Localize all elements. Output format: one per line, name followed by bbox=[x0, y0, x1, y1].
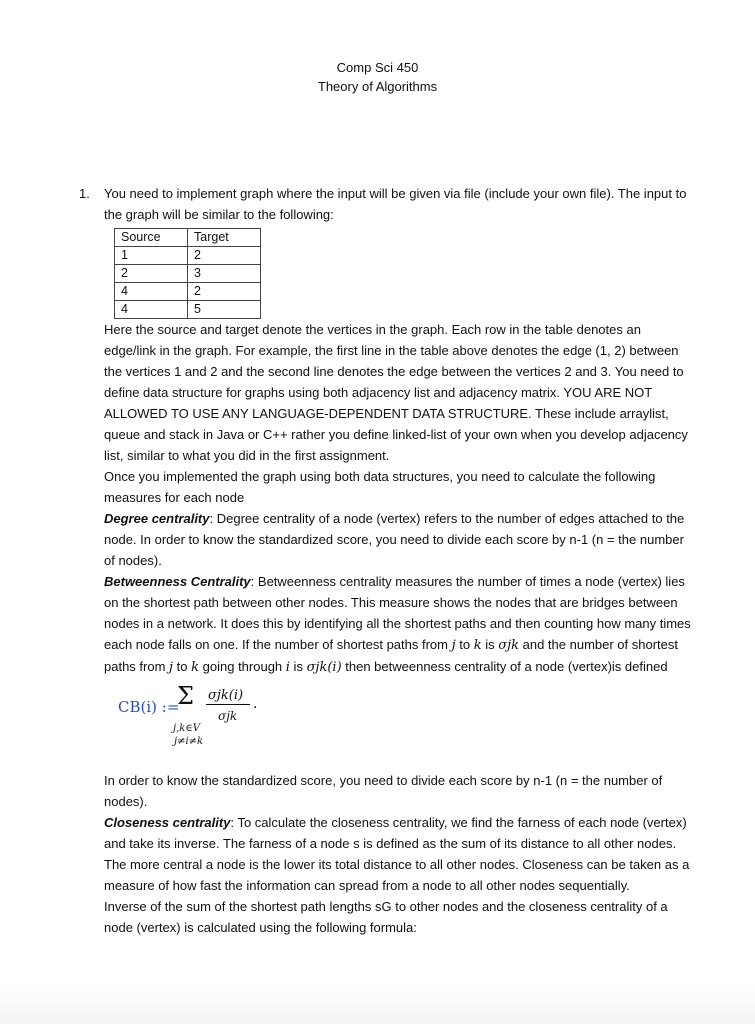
table-cell: 1 bbox=[115, 247, 188, 265]
betweenness-formula bbox=[104, 682, 694, 770]
table-row bbox=[115, 247, 261, 265]
table-cell: 2 bbox=[188, 247, 261, 265]
question-number: 1. bbox=[79, 186, 90, 201]
course-title: Comp Sci 450 bbox=[336, 60, 419, 75]
math-k: k bbox=[473, 638, 482, 653]
math-k: k bbox=[191, 660, 200, 675]
table-header-target: Target bbox=[188, 229, 261, 247]
table-row bbox=[115, 283, 261, 301]
formula-numerator: σjk(i) bbox=[208, 688, 244, 703]
table-row bbox=[115, 301, 261, 319]
formula-denominator: σjk bbox=[218, 709, 238, 723]
document-header bbox=[0, 58, 755, 96]
summation-symbol: Σ bbox=[177, 682, 194, 710]
betweenness-term: Betweenness Centrality bbox=[104, 574, 251, 589]
inverse-paragraph: Inverse of the sum of the shortest path lengths sG to other nodes and the closeness centrality of a node (vertex) is calculated using the following formula: bbox=[104, 899, 668, 935]
betweenness-paragraph bbox=[104, 571, 694, 678]
table-header-source: Source bbox=[115, 229, 188, 247]
text-to: to bbox=[173, 659, 192, 674]
formula-period: . bbox=[253, 696, 258, 712]
summation-index-2: j≠i≠k bbox=[174, 736, 204, 747]
table-cell: 3 bbox=[188, 265, 261, 283]
fraction-bar bbox=[206, 704, 250, 705]
math-i: i bbox=[285, 660, 290, 675]
text-and: and the number of shortest paths from bbox=[104, 637, 678, 674]
summation-index-1: j,k∈V bbox=[173, 723, 200, 734]
table-cell: 4 bbox=[115, 301, 188, 319]
betweenness-text-end: then betweenness centrality of a node (vertex)is defined bbox=[341, 659, 668, 674]
degree-centrality-term: Degree centrality bbox=[104, 511, 210, 526]
page-bottom-shade bbox=[0, 986, 755, 1024]
measures-paragraph: Once you implemented the graph using both data structures, you need to calculate the following measures for each node bbox=[104, 469, 656, 505]
closeness-term: Closeness centrality bbox=[104, 815, 231, 830]
closeness-text: : To calculate the closeness centrality, we find the farness of each node (vertex) and take its inverse. The farness of a node s is defined as the sum of its distance to all other nodes. The more central a node is the lower its total distance to all other nodes. Closeness can be taken as a measure of how fast the information can spread from a node to all other nodes sequentially. bbox=[104, 815, 690, 893]
table-cell: 2 bbox=[115, 265, 188, 283]
text-is: is bbox=[481, 637, 499, 652]
math-j: j bbox=[451, 638, 456, 653]
table-cell: 4 bbox=[115, 283, 188, 301]
table-cell: 2 bbox=[188, 283, 261, 301]
question-body bbox=[104, 183, 694, 938]
edge-table bbox=[114, 228, 261, 319]
standardized-paragraph: In order to know the standardized score, you need to divide each score by n-1 (n = the number of nodes). bbox=[104, 773, 663, 809]
text-to: to bbox=[455, 637, 474, 652]
formula-lhs: CB(i) := bbox=[118, 698, 180, 716]
question-intro: You need to implement graph where the input will be given via file (include your own file). The input to the graph will be similar to the following: bbox=[104, 186, 687, 222]
math-sigma-jk-i: σjk(i) bbox=[306, 660, 342, 675]
text-going-through: going through bbox=[199, 659, 286, 674]
degree-centrality-text: : Degree centrality of a node (vertex) refers to the number of edges attached to the node. In order to know the standardized score, you need to divide each score by n-1 (n = the number of nodes). bbox=[104, 511, 685, 568]
degree-centrality-paragraph bbox=[104, 508, 694, 571]
course-subtitle: Theory of Algorithms bbox=[317, 79, 438, 94]
betweenness-text: : Betweenness centrality measures the number of times a node (vertex) lies on the shortest path between other nodes. This measure shows the nodes that are bridges between nodes in a network. It does this by identifying all the shortest paths and then counting how many times each node falls on one. If the number of shortest paths from bbox=[104, 574, 691, 652]
table-header-row bbox=[115, 229, 261, 247]
table-cell: 5 bbox=[188, 301, 261, 319]
structure-paragraph: Here the source and target denote the vertices in the graph. Each row in the table denotes an edge/link in the graph. For example, the first line in the table above denotes the edge (1, 2) between the vertices 1 and 2 and the second line denotes the edge between the vertices 2 and 3. You need to define data structure for graphs using both adjacency list and adjacency matrix. YOU ARE NOT ALLOWED TO USE ANY LANGUAGE-DEPENDENT DATA STRUCTURE. These include arraylist, queue and stack in Java or C++ rather you define linked-list of your own when you develop adjacency list, similar to what you did in the first assignment. bbox=[104, 322, 688, 463]
table-row bbox=[115, 265, 261, 283]
math-j: j bbox=[169, 660, 174, 675]
closeness-paragraph bbox=[104, 812, 694, 896]
math-sigma-jk: σjk bbox=[498, 638, 520, 653]
text-is: is bbox=[289, 659, 307, 674]
